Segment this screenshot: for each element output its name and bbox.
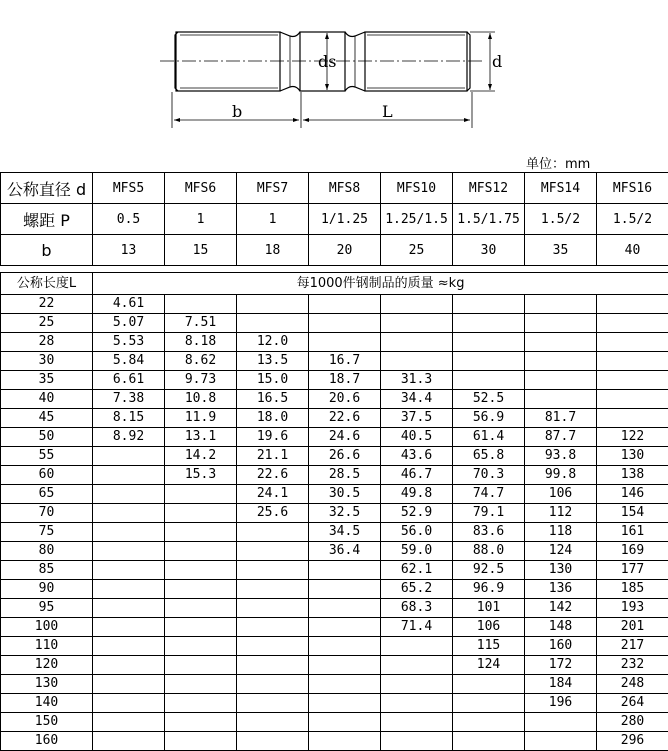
mass-cell	[237, 295, 309, 314]
spec-cell: 1.5/2	[597, 204, 668, 235]
table-row	[1, 371, 668, 390]
mass-cell: 43.6	[381, 447, 453, 466]
spec-cell: MFS16	[597, 173, 668, 204]
table-row	[1, 447, 668, 466]
mass-cell: 18.0	[237, 409, 309, 428]
mass-cell	[237, 637, 309, 656]
mass-cell: 87.7	[525, 428, 597, 447]
mass-cell: 112	[525, 504, 597, 523]
nominal-length-cell: 80	[1, 542, 93, 561]
mass-cell: 106	[525, 485, 597, 504]
nominal-length-cell: 22	[1, 295, 93, 314]
mass-cell: 201	[597, 618, 668, 637]
nominal-length-cell: 120	[1, 656, 93, 675]
mass-cell	[309, 295, 381, 314]
table-row	[1, 390, 668, 409]
spec-cell: 0.5	[93, 204, 165, 235]
spec-cell: 1	[165, 204, 237, 235]
mass-cell	[93, 447, 165, 466]
nominal-length-cell: 110	[1, 637, 93, 656]
mass-cell	[525, 713, 597, 732]
mass-cell: 8.18	[165, 333, 237, 352]
table-row	[1, 637, 668, 656]
nominal-length-cell: 75	[1, 523, 93, 542]
mass-cell: 16.5	[237, 390, 309, 409]
table-row	[1, 295, 668, 314]
mass-cell: 99.8	[525, 466, 597, 485]
mass-cell: 136	[525, 580, 597, 599]
mass-cell	[309, 637, 381, 656]
double-end-stud-drawing	[150, 0, 520, 135]
mass-cell	[525, 314, 597, 333]
mass-cell	[93, 656, 165, 675]
spec-cell: 25	[381, 235, 453, 266]
mass-cell	[309, 333, 381, 352]
mass-cell: 92.5	[453, 561, 525, 580]
spec-row	[1, 204, 668, 235]
spec-cell: 35	[525, 235, 597, 266]
mass-header-row	[1, 273, 668, 295]
mass-cell: 146	[597, 485, 668, 504]
mass-cell: 8.62	[165, 352, 237, 371]
nominal-length-cell: 85	[1, 561, 93, 580]
mass-cell	[309, 732, 381, 751]
mass-cell: 93.8	[525, 447, 597, 466]
mass-cell	[165, 523, 237, 542]
mass-cell: 46.7	[381, 466, 453, 485]
mass-cell: 154	[597, 504, 668, 523]
mass-cell: 184	[525, 675, 597, 694]
mass-cell: 88.0	[453, 542, 525, 561]
spec-cell: MFS8	[309, 173, 381, 204]
table-row	[1, 713, 668, 732]
mass-cell	[309, 314, 381, 333]
mass-cell	[453, 352, 525, 371]
mass-cell: 296	[597, 732, 668, 751]
mass-cell: 161	[597, 523, 668, 542]
nominal-length-cell: 50	[1, 428, 93, 447]
mass-cell: 13.5	[237, 352, 309, 371]
spec-cell: 15	[165, 235, 237, 266]
nominal-length-cell: 45	[1, 409, 93, 428]
spec-cell: 13	[93, 235, 165, 266]
mass-cell: 9.73	[165, 371, 237, 390]
mass-cell: 193	[597, 599, 668, 618]
mass-cell: 81.7	[525, 409, 597, 428]
d-label: d	[492, 52, 502, 71]
nominal-length-cell: 30	[1, 352, 93, 371]
mass-cell: 172	[525, 656, 597, 675]
mass-cell	[237, 675, 309, 694]
mass-cell	[237, 561, 309, 580]
spec-cell: MFS10	[381, 173, 453, 204]
mass-cell: 61.4	[453, 428, 525, 447]
mass-cell	[525, 333, 597, 352]
mass-title-header: 每1000件钢制品的质量 ≈kg	[93, 273, 668, 295]
mass-cell	[381, 352, 453, 371]
mass-cell	[93, 580, 165, 599]
mass-cell	[453, 333, 525, 352]
nominal-length-cell: 160	[1, 732, 93, 751]
unit-label: 单位：mm	[526, 153, 590, 172]
nominal-length-cell: 25	[1, 314, 93, 333]
mass-cell	[381, 637, 453, 656]
nominal-length-cell: 70	[1, 504, 93, 523]
mass-cell	[309, 713, 381, 732]
mass-cell	[165, 561, 237, 580]
mass-cell: 83.6	[453, 523, 525, 542]
mass-cell	[597, 352, 668, 371]
mass-cell: 25.6	[237, 504, 309, 523]
mass-cell	[309, 599, 381, 618]
mass-cell: 62.1	[381, 561, 453, 580]
mass-cell	[93, 504, 165, 523]
mass-cell	[381, 694, 453, 713]
nominal-length-cell: 40	[1, 390, 93, 409]
mass-cell: 7.51	[165, 314, 237, 333]
mass-cell	[165, 599, 237, 618]
mass-cell: 196	[525, 694, 597, 713]
mass-cell	[165, 618, 237, 637]
mass-cell	[453, 713, 525, 732]
mass-cell	[525, 295, 597, 314]
mass-cell	[381, 713, 453, 732]
mass-cell: 65.2	[381, 580, 453, 599]
nominal-length-cell: 95	[1, 599, 93, 618]
mass-cell	[525, 732, 597, 751]
mass-cell	[93, 542, 165, 561]
mass-cell	[381, 333, 453, 352]
mass-cell: 5.84	[93, 352, 165, 371]
L-label: L	[382, 102, 393, 121]
mass-cell	[381, 675, 453, 694]
spec-row	[1, 235, 668, 266]
table-row	[1, 314, 668, 333]
mass-cell	[93, 599, 165, 618]
mass-cell	[237, 314, 309, 333]
nominal-length-cell: 55	[1, 447, 93, 466]
mass-cell	[237, 656, 309, 675]
mass-cell: 122	[597, 428, 668, 447]
mass-cell	[525, 390, 597, 409]
mass-cell: 15.3	[165, 466, 237, 485]
mass-cell: 169	[597, 542, 668, 561]
mass-cell	[93, 523, 165, 542]
mass-cell	[525, 371, 597, 390]
mass-cell: 32.5	[309, 504, 381, 523]
spec-cell: MFS6	[165, 173, 237, 204]
mass-cell: 248	[597, 675, 668, 694]
mass-cell: 18.7	[309, 371, 381, 390]
mass-cell: 49.8	[381, 485, 453, 504]
spec-cell: 1	[237, 204, 309, 235]
mass-cell: 124	[453, 656, 525, 675]
spec-row-label: 螺距 P	[1, 204, 93, 235]
mass-cell	[597, 333, 668, 352]
mass-cell: 130	[597, 447, 668, 466]
spec-cell: 1.25/1.5	[381, 204, 453, 235]
mass-cell: 52.9	[381, 504, 453, 523]
mass-cell	[309, 561, 381, 580]
mass-cell	[381, 295, 453, 314]
mass-cell: 79.1	[453, 504, 525, 523]
mass-cell	[237, 599, 309, 618]
nominal-length-cell: 90	[1, 580, 93, 599]
mass-cell	[93, 637, 165, 656]
mass-cell	[525, 352, 597, 371]
spec-cell: 1.5/2	[525, 204, 597, 235]
mass-cell: 22.6	[309, 409, 381, 428]
nominal-length-cell: 60	[1, 466, 93, 485]
mass-cell: 52.5	[453, 390, 525, 409]
nominal-length-cell: 35	[1, 371, 93, 390]
mass-cell: 130	[525, 561, 597, 580]
mass-cell	[309, 618, 381, 637]
mass-cell: 13.1	[165, 428, 237, 447]
nominal-length-cell: 100	[1, 618, 93, 637]
table-row	[1, 504, 668, 523]
spec-cell: 1/1.25	[309, 204, 381, 235]
nominal-length-cell: 28	[1, 333, 93, 352]
mass-cell: 217	[597, 637, 668, 656]
mass-cell	[165, 713, 237, 732]
mass-cell	[93, 675, 165, 694]
mass-cell: 124	[525, 542, 597, 561]
mass-cell	[165, 694, 237, 713]
mass-cell: 40.5	[381, 428, 453, 447]
mass-cell	[165, 675, 237, 694]
spec-cell: MFS14	[525, 173, 597, 204]
mass-cell: 264	[597, 694, 668, 713]
table-row	[1, 618, 668, 637]
table-row	[1, 523, 668, 542]
table-row	[1, 599, 668, 618]
spec-cell: 1.5/1.75	[453, 204, 525, 235]
b-label: b	[232, 102, 242, 121]
mass-cell: 101	[453, 599, 525, 618]
mass-cell: 5.53	[93, 333, 165, 352]
mass-cell: 16.7	[309, 352, 381, 371]
mass-cell: 96.9	[453, 580, 525, 599]
mass-cell: 15.0	[237, 371, 309, 390]
table-row	[1, 675, 668, 694]
mass-cell	[453, 371, 525, 390]
mass-cell	[237, 618, 309, 637]
table-row	[1, 409, 668, 428]
mass-cell: 177	[597, 561, 668, 580]
mass-cell	[237, 713, 309, 732]
spec-cell: 30	[453, 235, 525, 266]
mass-cell	[453, 732, 525, 751]
mass-cell: 70.3	[453, 466, 525, 485]
mass-cell	[165, 732, 237, 751]
mass-cell: 30.5	[309, 485, 381, 504]
spec-row-label: b	[1, 235, 93, 266]
mass-cell: 20.6	[309, 390, 381, 409]
mass-cell: 106	[453, 618, 525, 637]
spec-table	[0, 172, 668, 266]
table-row	[1, 656, 668, 675]
mass-cell: 24.1	[237, 485, 309, 504]
mass-cell	[381, 656, 453, 675]
spec-row	[1, 173, 668, 204]
mass-cell: 14.2	[165, 447, 237, 466]
mass-cell	[381, 314, 453, 333]
mass-cell	[165, 580, 237, 599]
mass-cell	[453, 675, 525, 694]
mass-table	[0, 272, 668, 751]
mass-cell	[597, 295, 668, 314]
mass-cell: 56.0	[381, 523, 453, 542]
mass-cell: 34.5	[309, 523, 381, 542]
nominal-length-cell: 150	[1, 713, 93, 732]
mass-cell: 36.4	[309, 542, 381, 561]
table-row	[1, 352, 668, 371]
mass-cell	[165, 637, 237, 656]
mass-cell	[309, 580, 381, 599]
spec-cell: 18	[237, 235, 309, 266]
mass-cell	[93, 485, 165, 504]
mass-cell	[93, 694, 165, 713]
mass-cell	[309, 675, 381, 694]
mass-cell: 280	[597, 713, 668, 732]
mass-cell	[309, 694, 381, 713]
mass-cell: 21.1	[237, 447, 309, 466]
mass-cell	[453, 694, 525, 713]
mass-cell	[165, 485, 237, 504]
spec-cell: MFS12	[453, 173, 525, 204]
mass-cell	[381, 732, 453, 751]
table-row	[1, 333, 668, 352]
mass-cell	[93, 561, 165, 580]
mass-cell: 56.9	[453, 409, 525, 428]
nominal-length-cell: 65	[1, 485, 93, 504]
nominal-length-cell: 130	[1, 675, 93, 694]
mass-cell	[237, 694, 309, 713]
mass-cell	[93, 618, 165, 637]
table-row	[1, 485, 668, 504]
mass-cell: 12.0	[237, 333, 309, 352]
mass-cell	[237, 523, 309, 542]
mass-cell: 160	[525, 637, 597, 656]
mass-cell	[453, 314, 525, 333]
mass-cell: 26.6	[309, 447, 381, 466]
mass-cell	[165, 504, 237, 523]
mass-cell	[93, 466, 165, 485]
mass-cell: 142	[525, 599, 597, 618]
mass-cell: 4.61	[93, 295, 165, 314]
mass-cell	[309, 656, 381, 675]
mass-cell: 24.6	[309, 428, 381, 447]
table-row	[1, 694, 668, 713]
mass-cell: 28.5	[309, 466, 381, 485]
table-row	[1, 732, 668, 751]
mass-cell: 8.15	[93, 409, 165, 428]
mass-cell	[237, 732, 309, 751]
mass-cell: 68.3	[381, 599, 453, 618]
mass-cell: 138	[597, 466, 668, 485]
spec-cell: 40	[597, 235, 668, 266]
spec-cell: 20	[309, 235, 381, 266]
mass-cell: 22.6	[237, 466, 309, 485]
mass-cell: 34.4	[381, 390, 453, 409]
spec-cell: MFS7	[237, 173, 309, 204]
mass-cell	[597, 371, 668, 390]
mass-cell: 37.5	[381, 409, 453, 428]
nominal-length-header: 公称长度L	[1, 273, 93, 295]
mass-cell	[93, 732, 165, 751]
spec-row-label: 公称直径 d	[1, 173, 93, 204]
mass-cell	[453, 295, 525, 314]
mass-cell: 65.8	[453, 447, 525, 466]
mass-cell: 115	[453, 637, 525, 656]
mass-cell: 59.0	[381, 542, 453, 561]
mass-cell	[165, 295, 237, 314]
mass-cell: 19.6	[237, 428, 309, 447]
mass-cell	[165, 542, 237, 561]
mass-cell: 7.38	[93, 390, 165, 409]
mass-cell: 5.07	[93, 314, 165, 333]
mass-cell: 10.8	[165, 390, 237, 409]
mass-cell	[93, 713, 165, 732]
mass-cell: 232	[597, 656, 668, 675]
table-row	[1, 580, 668, 599]
ds-label: ds	[318, 52, 336, 71]
table-row	[1, 542, 668, 561]
mass-cell	[597, 409, 668, 428]
mass-cell	[237, 580, 309, 599]
mass-cell: 6.61	[93, 371, 165, 390]
mass-cell: 74.7	[453, 485, 525, 504]
mass-cell: 71.4	[381, 618, 453, 637]
table-row	[1, 561, 668, 580]
mass-cell: 31.3	[381, 371, 453, 390]
mass-cell	[165, 656, 237, 675]
mass-cell: 11.9	[165, 409, 237, 428]
table-row	[1, 428, 668, 447]
nominal-length-cell: 140	[1, 694, 93, 713]
spec-cell: MFS5	[93, 173, 165, 204]
mass-cell	[237, 542, 309, 561]
mass-cell: 118	[525, 523, 597, 542]
table-row	[1, 466, 668, 485]
mass-cell	[597, 314, 668, 333]
mass-cell	[597, 390, 668, 409]
mass-cell: 8.92	[93, 428, 165, 447]
mass-cell: 185	[597, 580, 668, 599]
mass-cell: 148	[525, 618, 597, 637]
